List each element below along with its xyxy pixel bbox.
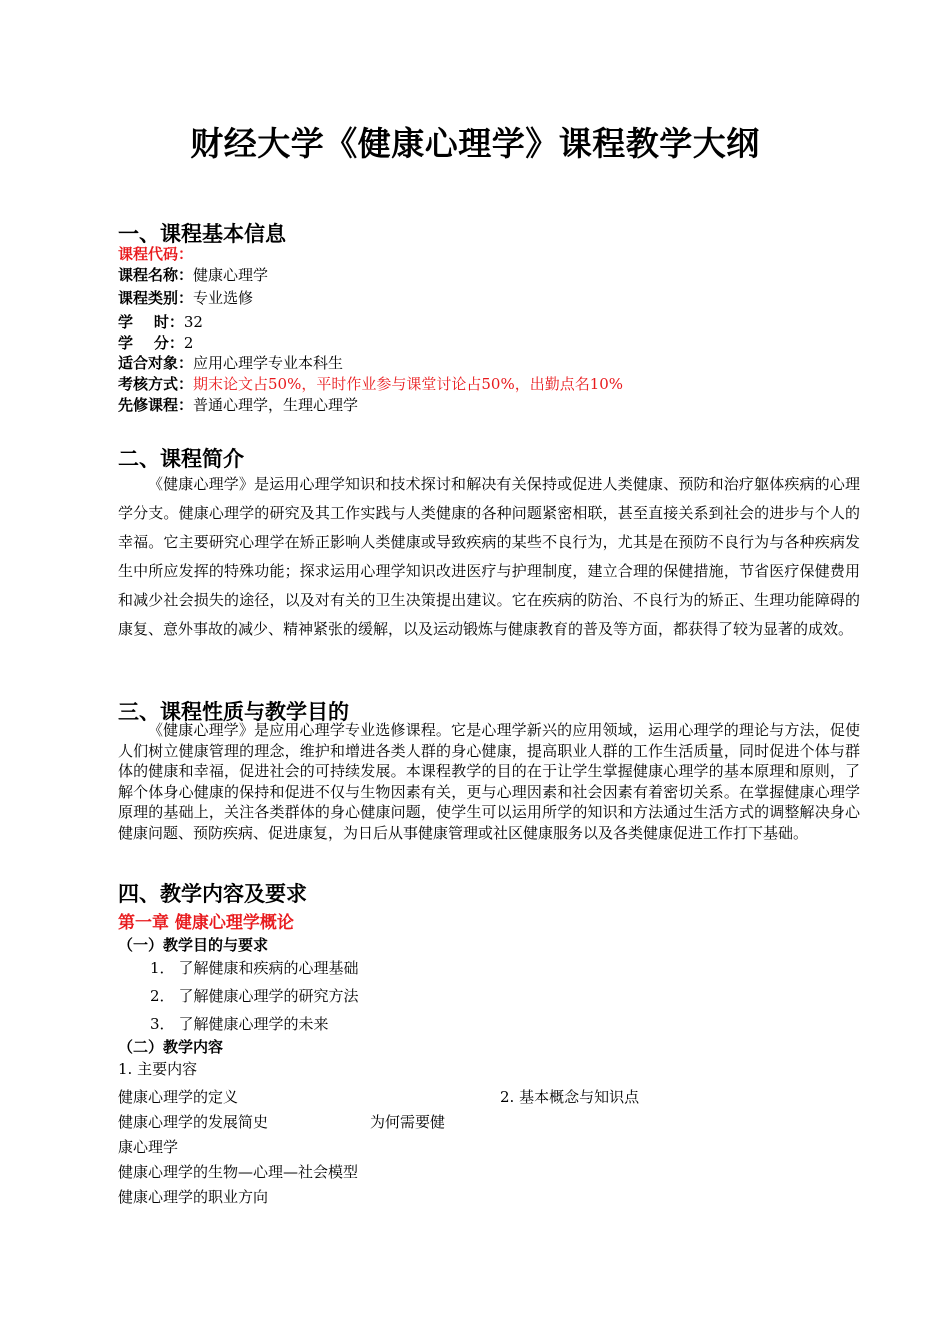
content-line-why-need: 为何需要健 — [370, 1113, 446, 1131]
course-credit-value: 2 — [183, 334, 194, 352]
section-heading-intro: 二、课程简介 — [118, 447, 244, 471]
section-heading-nature: 三、课程性质与教学目的 — [118, 700, 349, 724]
course-type-label: 课程类别： — [118, 289, 194, 307]
page-title: 财经大学《健康心理学》课程教学大纲 — [190, 124, 760, 163]
course-target-value: 应用心理学专业本科生 — [193, 354, 344, 372]
course-name-label: 课程名称： — [118, 266, 194, 284]
course-hours-label: 学 时： — [118, 313, 184, 331]
objective-number: 1． — [150, 959, 175, 977]
content-line-why-need-cont: 康心理学 — [118, 1138, 179, 1156]
objectives-heading: （一）教学目的与要求 — [118, 936, 269, 954]
objective-number: 3． — [150, 1015, 175, 1033]
objective-text: 了解健康和疾病的心理基础 — [178, 959, 359, 977]
course-exam-value: 期末论文占50%，平时作业参与课堂讨论占50%，出勤点名10% — [193, 375, 624, 393]
course-prereq-label: 先修课程： — [118, 396, 194, 414]
objective-number: 2． — [150, 987, 175, 1005]
course-exam-label: 考核方式： — [118, 375, 194, 393]
course-name-row — [118, 265, 268, 286]
objective-item — [150, 985, 359, 1006]
course-hours-row — [118, 312, 203, 333]
course-prereq-row — [118, 395, 358, 416]
section-heading-content: 四、教学内容及要求 — [118, 882, 307, 906]
main-content-label: 1. 主要内容 — [118, 1060, 198, 1078]
content-line-history: 健康心理学的发展简史 — [118, 1113, 269, 1131]
content-heading: （二）教学内容 — [118, 1038, 224, 1056]
course-type-row — [118, 288, 253, 309]
key-concepts-label: 2. 基本概念与知识点 — [500, 1088, 640, 1106]
course-prereq-value: 普通心理学，生理心理学 — [193, 396, 359, 414]
course-code-label: 课程代码： — [118, 245, 194, 263]
objective-item — [150, 1013, 329, 1034]
section-heading-basic-info: 一、课程基本信息 — [118, 222, 286, 246]
course-hours-value: 32 — [183, 313, 203, 331]
chapter-1-title: 第一章 健康心理学概论 — [118, 913, 294, 933]
course-credit-label: 学 分： — [118, 334, 184, 352]
content-line-career: 健康心理学的职业方向 — [118, 1188, 269, 1206]
course-target-label: 适合对象： — [118, 354, 194, 372]
content-line-model: 健康心理学的生物—心理—社会模型 — [118, 1163, 359, 1181]
content-line-definition: 健康心理学的定义 — [118, 1088, 239, 1106]
course-exam-row — [118, 374, 623, 395]
nature-paragraph: 《健康心理学》是应用心理学专业选修课程。它是心理学新兴的应用领域，运用心理学的理论与方法，促使人们树立健康管理的理念，维护和增进各类人群的身心健康，提高职业人群的工作生活质量，同时促进个体与群体的健康和幸福，促进社会的可持续发展。本课程教学的目的在于让学生掌握健康心理学的基本原理和原则，了解个体身心健康的保持和促进不仅与生物因素有关，更与心理因素和社会因素有着密切关系。在掌握健康心理学原理的基础上，关注各类群体的身心健康问题，使学生可以运用所学的知识和方法通过生活方式的调整解决身心健康问题、预防疾病、促进康复，为日后从事健康管理或社区健康服务以及各类健康促进工作打下基础。 — [118, 721, 860, 842]
course-name-value: 健康心理学 — [193, 266, 269, 284]
course-target-row — [118, 353, 343, 374]
objective-text: 了解健康心理学的研究方法 — [178, 987, 359, 1005]
objective-item — [150, 957, 359, 978]
intro-paragraph: 《健康心理学》是运用心理学知识和技术探讨和解决有关保持或促进人类健康、预防和治疗躯体疾病的心理学分支。健康心理学的研究及其工作实践与人类健康的各种问题紧密相联，甚至直接关系到社会的进步与个人的幸福。它主要研究心理学在矫正影响人类健康或导致疾病的某些不良行为，尤其是在预防不良行为与各种疾病发生中所应发挥的特殊功能；探求运用心理学知识改进医疗与护理制度，建立合理的保健措施，节省医疗保健费用和减少社会损失的途径，以及对有关的卫生决策提出建议。它在疾病的防治、不良行为的矫正、生理功能障碍的康复、意外事故的减少、精神紧张的缓解，以及运动锻炼与健康教育的普及等方面，都获得了较为显著的成效。 — [118, 475, 860, 638]
course-type-value: 专业选修 — [193, 289, 254, 307]
objective-text: 了解健康心理学的未来 — [178, 1015, 329, 1033]
course-credit-row — [118, 333, 193, 354]
